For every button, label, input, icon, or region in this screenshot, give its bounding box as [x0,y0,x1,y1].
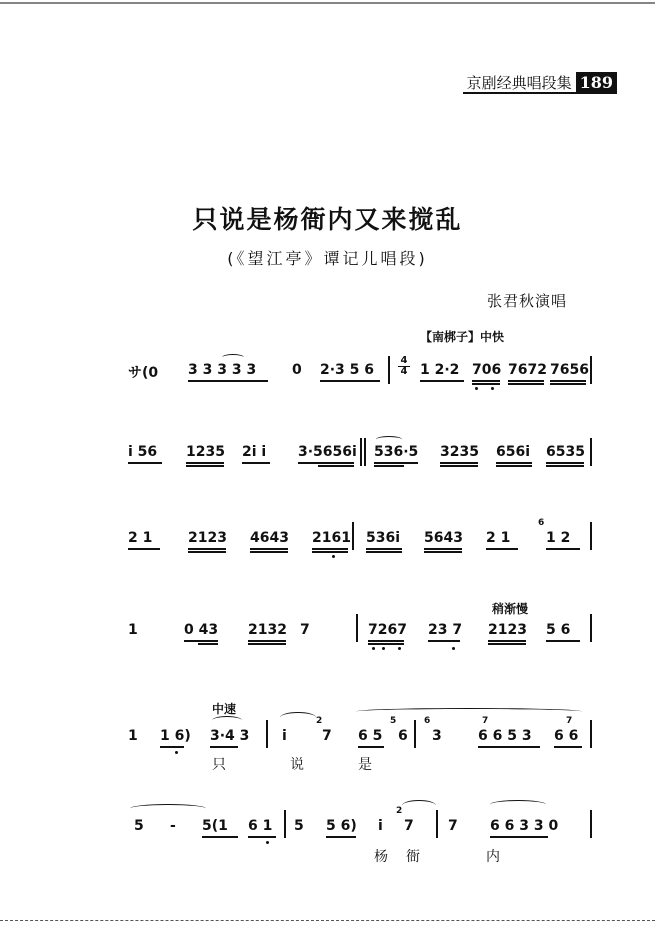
low-dot [266,841,269,844]
grace-note: 7 [566,716,573,726]
time-signature: 4 4 [398,356,410,377]
underline [546,465,584,467]
low-dot [398,647,401,650]
barline [356,614,358,642]
low-dot [382,647,385,650]
note-group: 1 [128,728,138,744]
underline [248,643,286,645]
barline [360,438,362,466]
bottom-border [0,920,655,922]
note-group: 2132 [248,622,287,638]
note-group: 6 6 5 3 [478,728,532,744]
underline [318,465,354,467]
note-group: 7656 [550,362,589,378]
underline [202,836,238,838]
underline [312,551,348,553]
note-group: 7267 [368,622,407,638]
note-group: 656i [496,444,531,460]
barline [388,356,390,384]
underline [320,380,380,382]
underline [248,640,286,642]
underline [496,462,532,464]
note-group: 1 2 [546,530,571,546]
note-group: i [282,728,287,744]
slur [212,716,242,725]
tempo-tag: 稍渐慢 [492,602,529,616]
underline [366,551,402,553]
underline [128,548,160,550]
lyric: 只 [212,757,226,773]
barline [414,720,416,748]
low-dot [372,647,375,650]
grace-note: 6 [538,518,545,528]
barline [364,438,366,466]
underline [188,548,226,550]
note-group: 3 [432,728,442,744]
note-group: i 56 [128,444,158,460]
underline [184,640,218,642]
underline [478,746,540,748]
note-group: 2i i [242,444,267,460]
low-dot [491,387,494,390]
note-group: 1 6) [160,728,191,744]
underline [546,548,580,550]
underline [424,548,462,550]
underline [486,548,518,550]
note-group: 5 6 [546,622,571,638]
aria-subtitle: (《望江亭》谭记儿唱段) [227,249,428,268]
note-group: 1235 [186,444,225,460]
note-group: 2·3 5 6 [320,362,375,378]
low-dot [452,647,455,650]
barline [590,356,592,384]
lyric: 衙 [406,849,420,865]
grace-note: 5 [390,716,397,726]
underline [250,551,288,553]
note-group: 5 6) [326,818,357,834]
underline [210,746,238,748]
underline [242,462,270,464]
underline [326,836,356,838]
lyric: 杨 [374,849,388,865]
underline [186,462,224,464]
note-group: 2123 [488,622,527,638]
lyric: 说 [290,757,304,773]
note-group: - [170,818,176,834]
note-group: 0 43 [184,622,219,638]
underline [508,383,544,385]
underline [198,643,218,645]
underline [472,380,500,382]
underline [368,643,404,645]
page-number: 189 [576,72,617,94]
note-group: 3 3 3 3 3 [188,362,257,378]
note-group: 2161 [312,530,351,546]
underline [186,465,224,467]
note-group: 536i [366,530,401,546]
grace-note: 6 [424,716,431,726]
underline [550,380,586,382]
note-group: 5 [134,818,144,834]
barline [590,438,592,466]
banqiang-tag: 【南梆子】中快 [420,330,505,344]
note-group: 7 [404,818,414,834]
note-group: 2 1 [128,530,153,546]
underline [428,640,460,642]
note-group: 5 [294,818,304,834]
grace-note: 2 [316,716,323,726]
note-group: 7 [448,818,458,834]
underline [490,836,548,838]
lyric: 是 [358,757,372,773]
underline [440,462,478,464]
tempo-tag: 中速 [212,702,237,716]
underline [440,465,478,467]
grace-note: 2 [396,806,403,816]
note-group: 4643 [250,530,289,546]
underline [508,380,544,382]
note-group: 5(1 [202,818,228,834]
note-group: 6 6 3 3 0 [490,818,559,834]
underline [368,640,404,642]
note-group: 6 1 [248,818,273,834]
underline [160,746,184,748]
book-title: 京剧经典唱段集 [463,72,576,94]
singer-credit: 张君秋演唱 [486,292,567,310]
underline [496,465,532,467]
slur [402,800,436,811]
note-group: 3235 [440,444,479,460]
slur [490,800,546,809]
low-dot [475,387,478,390]
underline [550,383,586,385]
barline [590,810,592,838]
barline [590,522,592,550]
underline [420,380,464,382]
note-group: 1 [128,622,138,638]
barline [590,614,592,642]
note-group: 1 2·2 [420,362,460,378]
barline [436,810,438,838]
aria-title: 只说是杨衙内又来搅乱 [192,205,463,234]
underline [546,640,580,642]
grace-note: 7 [482,716,489,726]
barline [590,720,592,748]
underline [188,380,268,382]
underline [488,643,526,645]
underline [250,548,288,550]
note-group: 2 1 [486,530,511,546]
top-border [0,2,655,4]
note-group: 6 6 [554,728,579,744]
barline [352,522,354,550]
note-group: 3·5656i [298,444,357,460]
slur [280,712,316,723]
note-group: 536·5 [374,444,419,460]
slur [356,708,582,715]
lyric: 内 [486,849,500,865]
underline [488,640,526,642]
underline [312,548,348,550]
underline [248,836,276,838]
barline [266,720,268,748]
low-dot [332,555,335,558]
note-group: 2123 [188,530,227,546]
underline [472,383,500,385]
note-group: 7672 [508,362,547,378]
underline [128,462,162,464]
note-group: 7 [300,622,310,638]
note-group: i [378,818,383,834]
slur [376,436,402,443]
slur [222,354,244,361]
low-dot [175,751,178,754]
slur [130,804,206,813]
barline [284,810,286,838]
running-header [463,72,617,94]
note-group: 5643 [424,530,463,546]
note-group: 6535 [546,444,585,460]
underline [298,462,354,464]
underline [424,551,462,553]
note-group: 23 7 [428,622,463,638]
underline [374,465,404,467]
note-group: 706 [472,362,502,378]
underline [374,462,418,464]
note-group: 7 [322,728,332,744]
underline [546,462,584,464]
note-group: サ(0 [128,365,159,381]
note-group: 6 5 [358,728,383,744]
note-group: 6 [398,728,408,744]
underline [554,746,582,748]
note-group: 3·4 3 [210,728,250,744]
underline [358,746,384,748]
note-group: 0 [292,362,302,378]
underline [188,551,226,553]
underline [366,548,402,550]
